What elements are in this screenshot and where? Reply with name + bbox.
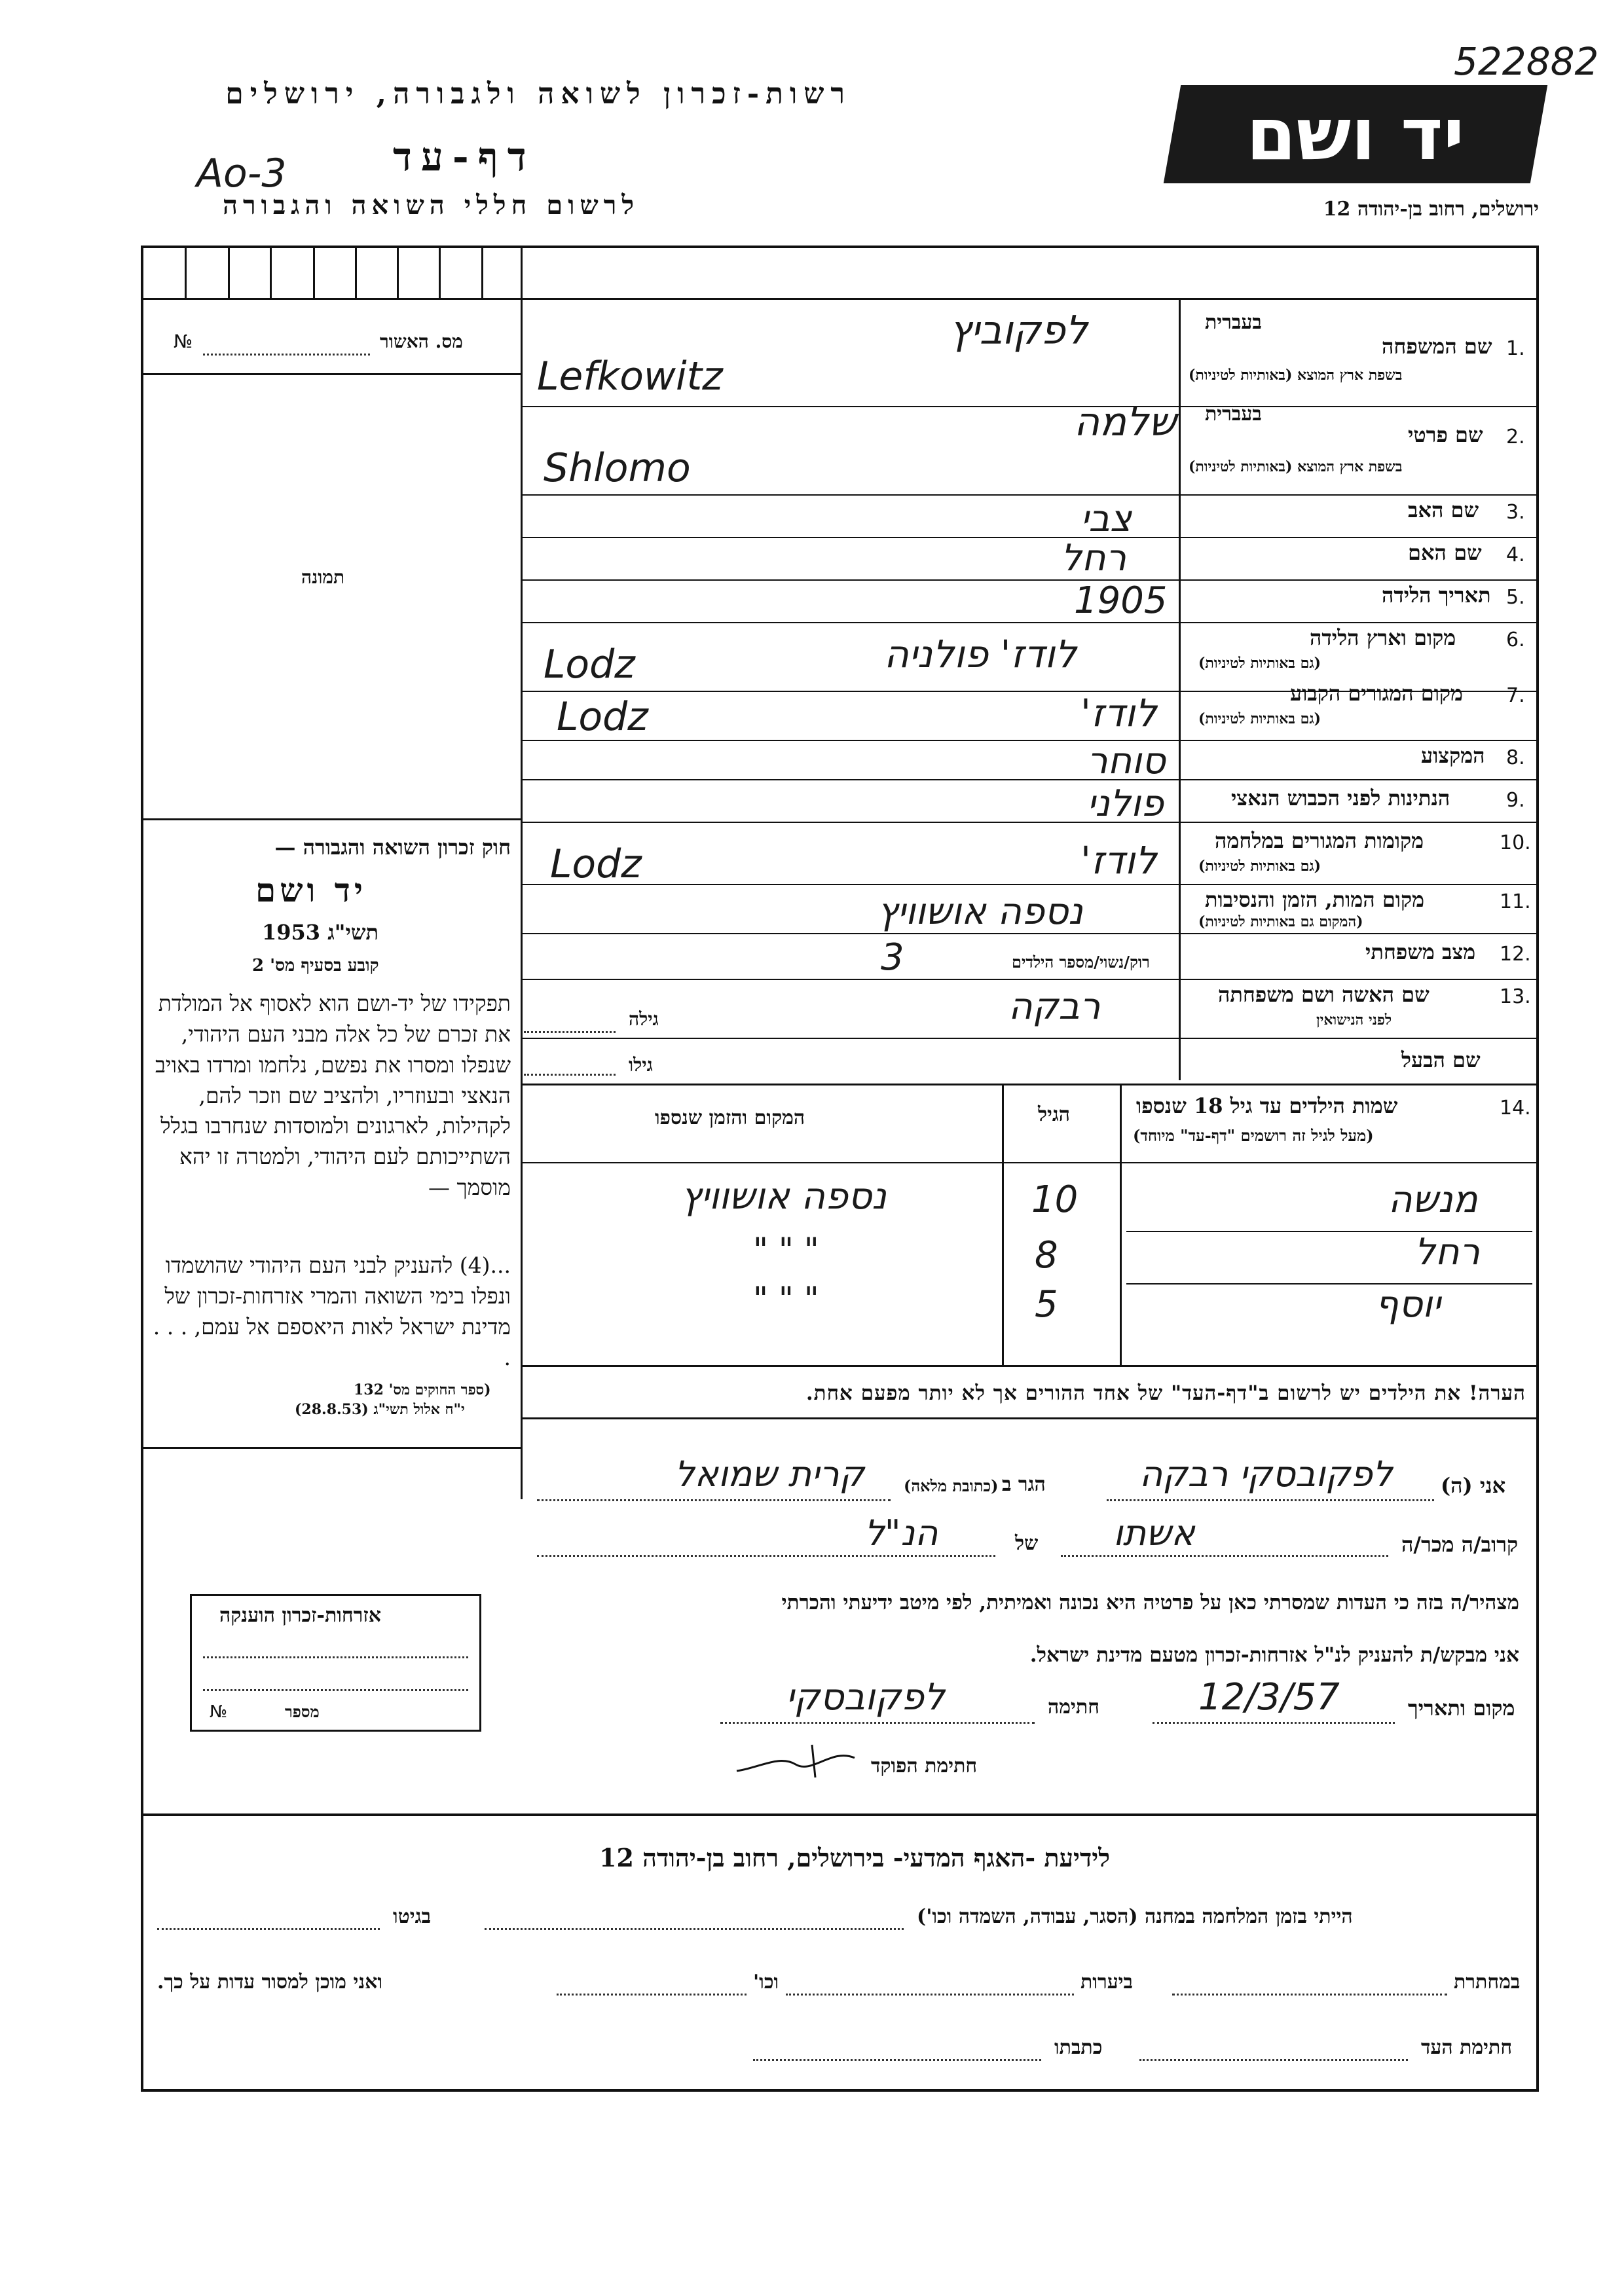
decl-place-date-label: מקום ותאריך	[1408, 1696, 1515, 1721]
law-text: תפקידו של יד-ושם הוא לאסוף אל המולדת את זכרם של כל אלה מבני העם היהודי, שנפלו ומסרו את נפשם, נלחמו ומרדו באויב הנאצי ובעוזריו, ולהציב שם וזכר להם, לקהילות, לארגונים ולמוסדות שנחרבו בגלל השתייכותם לעם היהודי, ולמטרה זו יהא מוסמך —	[155, 991, 511, 1201]
field-11-value: נספה אושוויץ	[877, 890, 1083, 933]
footer-line3-a: חתימת העד	[1421, 2036, 1513, 2059]
field-4-value: רחל	[1061, 537, 1127, 579]
field-6-value-latin: Lodz	[544, 642, 635, 687]
field-2-value-latin: Shlomo	[544, 445, 691, 491]
footer-line2-c: וכו'	[753, 1971, 779, 1994]
footer-line2-a: במחתרת	[1454, 1971, 1521, 1994]
field-13-age-label: גילה	[629, 1008, 659, 1030]
child-3-age: 5	[1035, 1283, 1058, 1326]
field-3-num: 3.	[1506, 501, 1525, 524]
field-10-sub: (גם באותיות לטיניות)	[1198, 858, 1321, 875]
field-9-value: פולני	[1087, 782, 1164, 825]
field-10-value-latin: Lodz	[550, 841, 642, 887]
field-1-sub-he: בעברית	[1205, 311, 1262, 334]
field-1-value-latin: Lefkowitz	[537, 354, 723, 399]
decl-officer-label: חתימת הפוקד	[871, 1755, 978, 1777]
husband-label: שם הבעל	[1401, 1048, 1481, 1072]
decl-date: 12/3/57	[1198, 1676, 1340, 1719]
decl-of-name: הנ"ל	[864, 1512, 938, 1554]
child-3-place: " " "	[753, 1280, 819, 1318]
field-8-value: סוחר	[1087, 740, 1166, 782]
logo-text: יד ושם	[1246, 92, 1465, 176]
children-subtitle: (מעל לגיל זה רושמים "דף-עד" מיוחד)	[1133, 1126, 1374, 1145]
citizenship-no: №	[210, 1702, 228, 1722]
field-7-num: 7.	[1506, 684, 1525, 707]
authority-title: רשות-זכרון לשואה ולגבורה, ירושלים	[225, 77, 851, 111]
citizenship-no-label: מספר	[285, 1702, 320, 1721]
law-date: י"ח אלול תשי"ג (28.8.53)	[295, 1401, 465, 1418]
header-address: ירושלים, רחוב בן-יהודה 12	[1323, 198, 1539, 221]
field-7-label: מקום המגורים הקבוע	[1290, 681, 1463, 706]
photo-label: תמונה	[301, 566, 345, 588]
approval-label: מס. האשור	[380, 331, 463, 352]
field-6-value: לודז' פולניה	[884, 632, 1077, 676]
field-2-sub-latin: בשפת ארץ המוצא (באותיות לטיניות)	[1189, 458, 1403, 475]
field-2-label: שם פרטי	[1408, 422, 1483, 447]
field-4-num: 4.	[1506, 543, 1525, 566]
officer-signature-mark	[733, 1741, 858, 1781]
footer-line3-b: כתבתו	[1054, 2036, 1103, 2059]
field-10-num: 10.	[1500, 831, 1531, 854]
law-source: (ספר החוקים מס' 132	[354, 1381, 491, 1398]
field-13-sub: לפני הנישואין	[1316, 1011, 1392, 1029]
child-2-name: רחל	[1414, 1231, 1481, 1273]
decl-witness-name: לפקובסקי רבקה	[1139, 1453, 1393, 1495]
logo	[1164, 85, 1547, 183]
field-8-label: המקצוע	[1421, 743, 1485, 768]
decl-signature: לפקובסקי	[786, 1676, 945, 1719]
field-10-label: מקומות המגורים במלחמה	[1215, 828, 1424, 853]
children-col-place: המקום והזמן שנספו	[655, 1106, 805, 1129]
child-1-name: מנשה	[1388, 1178, 1478, 1221]
decl-line4: אני מבקש/ת להעניק לנ"ל אזרחות-זכרון מטעם מדינת ישראל.	[1029, 1643, 1519, 1667]
children-num: 14.	[1500, 1097, 1531, 1120]
field-1-label: שם המשפחה	[1382, 334, 1492, 359]
approval-no-symbol: №	[174, 331, 193, 352]
field-7-sub: (גם באותיות לטיניות)	[1198, 710, 1321, 727]
field-3-label: שם האב	[1408, 498, 1479, 522]
children-title: שמות הילדים עד גיל 18 שנספו	[1136, 1093, 1398, 1118]
children-col-age: הגיל	[1038, 1103, 1071, 1126]
field-11-num: 11.	[1500, 890, 1531, 913]
field-12-label: מצב משפחתי	[1365, 939, 1476, 964]
field-1-num: 1.	[1506, 337, 1525, 360]
field-6-num: 6.	[1506, 629, 1525, 651]
footer-line2-d: ואני מוכן למסור עדות על כך.	[157, 1971, 383, 1994]
law-clause: קובע בסעיף מס' 2	[252, 956, 379, 975]
field-4-label: שם האם	[1408, 540, 1482, 565]
decl-line1-mid: הגר ב	[1002, 1473, 1046, 1496]
field-1-sub-latin: בשפת ארץ המוצא (באותיות לטיניות)	[1189, 367, 1403, 384]
footer-line2-b: ביערות	[1080, 1971, 1134, 1994]
field-6-label: מקום וארץ הלידה	[1310, 625, 1456, 650]
field-10-value: לודז'	[1080, 838, 1157, 883]
field-9-label: הנתינות לפני הכבוש הנאצי	[1231, 786, 1450, 811]
child-2-age: 8	[1035, 1234, 1058, 1277]
child-1-place: נספה אושוויץ	[681, 1175, 887, 1218]
form-subtitle: לרשום חללי השואה והגבורה	[223, 190, 640, 221]
field-5-label: תאריך הלידה	[1382, 583, 1491, 608]
law-year: תשי"ג 1953	[262, 920, 378, 945]
law-title: חוק זכרון השואה והגבורה —	[274, 835, 511, 860]
decl-line3: מצהיר/ה בזה כי העדות שמסרתי כאן על פרטיה היא נכונה ואמיתית, לפי מיטב ידיעתי והכרתי	[781, 1591, 1519, 1614]
footer-line1-b: בגיטו	[393, 1905, 432, 1928]
field-2-value-he: שלמה	[1074, 399, 1177, 445]
citizenship-title: אזרחות-זכרון הוענקה	[219, 1604, 382, 1627]
field-13-num: 13.	[1500, 985, 1531, 1008]
field-12-value: 3	[881, 936, 904, 979]
footer-line1-a: הייתי בזמן המלחמה במחנה (הסגר, עבודה, השמדה וכו')	[917, 1905, 1353, 1928]
note-text: הערה! את הילדים יש לרשום ב"דף-העד" של אחד ההורים אך לא יותר מפעם אחת.	[805, 1381, 1526, 1405]
decl-address: קרית שמואל	[674, 1453, 864, 1495]
field-2-num: 2.	[1506, 426, 1525, 448]
child-3-name: יוסף	[1375, 1283, 1441, 1326]
field-13-label: שם האשה ושם משפחתה	[1218, 982, 1430, 1007]
decl-relation: אשתו	[1113, 1512, 1195, 1554]
decl-line2-prefix: קרוב/ה מכר/ה	[1401, 1532, 1519, 1557]
field-5-value: 1905	[1074, 579, 1168, 622]
decl-signature-label: חתימה	[1048, 1696, 1099, 1719]
field-11-label: מקום המות, הזמן והנסיבות	[1205, 887, 1425, 912]
field-7-value: לודז'	[1080, 691, 1157, 735]
law-name: יד ושם	[255, 871, 367, 909]
field-3-value: צבי	[1080, 498, 1132, 540]
husband-age-label: גילו	[629, 1054, 653, 1076]
decl-line2-of: של	[1015, 1532, 1039, 1555]
law-text-2: ...(4) להעניק לבני העם היהודי שהושמדו ונפלו בימי השואה והמרי אזרחות-זכרון של מדינת ישראל לאות היאספם אל עמם, . . . .	[153, 1252, 511, 1370]
form-title: דף-עד	[393, 134, 536, 180]
footer-title: לידיעת -האגף המדעי- בירושלים, רחוב בן-יהודה 12	[599, 1843, 1110, 1872]
decl-line1-prefix: אני (ה)	[1441, 1473, 1506, 1498]
field-12-sub-inline: רוק/נשוי/מספר הילדים	[1012, 953, 1150, 972]
field-1-value-he: לפקוביץ	[950, 308, 1088, 354]
child-2-place: " " "	[753, 1231, 819, 1269]
field-7-value-latin: Lodz	[557, 694, 648, 740]
handwritten-code: Ao-3	[196, 151, 287, 196]
field-11-sub: (המקום גם באותיות לטיניות)	[1198, 913, 1363, 930]
field-5-num: 5.	[1506, 586, 1525, 609]
handwritten-number: 522882	[1454, 39, 1599, 84]
field-13-value: רבקה	[1008, 985, 1101, 1028]
field-9-num: 9.	[1506, 789, 1525, 812]
decl-address-note: (כתובת מלאה)	[904, 1476, 999, 1495]
field-8-num: 8.	[1506, 746, 1525, 769]
field-2-sub-he: בעברית	[1205, 403, 1262, 426]
field-12-num: 12.	[1500, 943, 1531, 966]
child-1-age: 10	[1031, 1178, 1079, 1221]
field-6-sub: (גם באותיות לטיניות)	[1198, 655, 1321, 672]
